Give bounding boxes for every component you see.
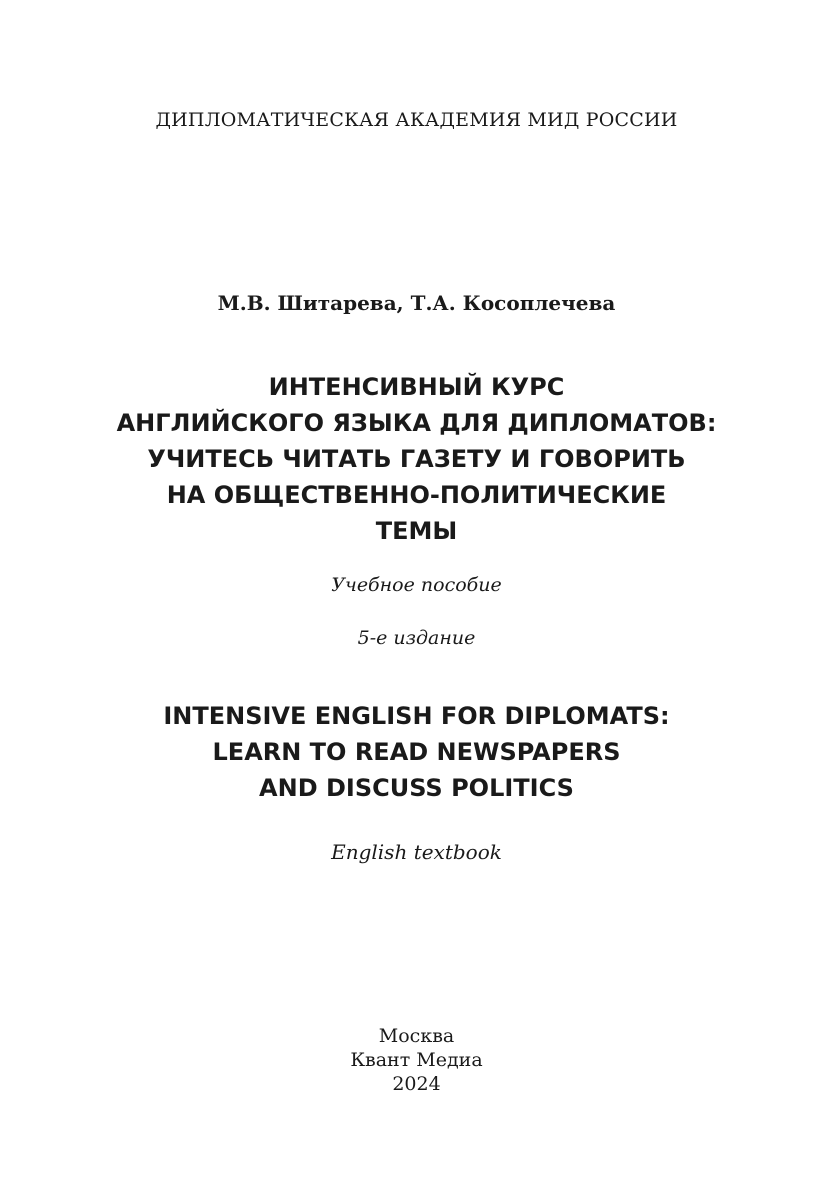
institution-name: ДИПЛОМАТИЧЕСКАЯ АКАДЕМИЯ МИД РОССИИ <box>155 109 678 131</box>
imprint-city: Москва <box>378 1025 455 1047</box>
title-english-line: LEARN TO READ NEWSPAPERS <box>212 738 621 766</box>
title-russian-line: УЧИТЕСЬ ЧИТАТЬ ГАЗЕТУ И ГОВОРИТЬ <box>147 445 686 473</box>
title-russian-line: ТЕМЫ <box>375 517 458 545</box>
imprint-publisher: Квант Медиа <box>350 1049 483 1071</box>
title-english <box>0 698 833 806</box>
title-russian <box>0 369 833 549</box>
imprint-year: 2024 <box>392 1073 441 1095</box>
imprint <box>0 1024 833 1096</box>
title-english-line: AND DISCUSS POLITICS <box>259 774 574 802</box>
title-russian-line: ИНТЕНСИВНЫЙ КУРС <box>268 373 565 401</box>
title-english-line: INTENSIVE ENGLISH FOR DIPLOMATS: <box>163 702 670 730</box>
edition: 5-е издание <box>357 627 476 649</box>
authors: М.В. Шитарева, Т.А. Косоплечева <box>217 291 616 315</box>
subtitle-english: English textbook <box>331 840 502 864</box>
title-russian-line: АНГЛИЙСКОГО ЯЗЫКА ДЛЯ ДИПЛОМАТОВ: <box>116 409 717 437</box>
subtitle-russian: Учебное пособие <box>331 574 502 596</box>
title-russian-line: НА ОБЩЕСТВЕННО-ПОЛИТИЧЕСКИЕ <box>166 481 667 509</box>
